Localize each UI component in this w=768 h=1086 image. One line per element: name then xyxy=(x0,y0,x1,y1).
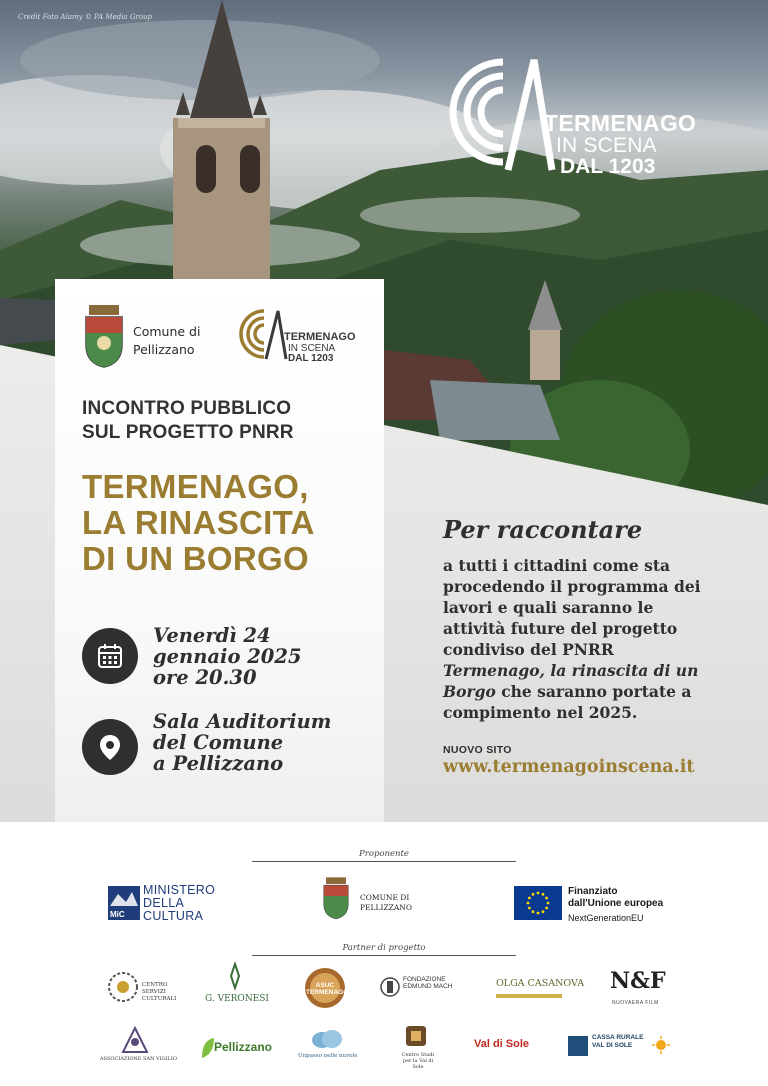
info-line: a tutti i cittadini come sta xyxy=(443,556,671,575)
partner-logo-centro-studi xyxy=(398,1024,448,1068)
event-title xyxy=(82,469,315,577)
partner-logo-cassa-rurale xyxy=(568,1034,672,1060)
info-line: condiviso del PNRR xyxy=(443,640,614,659)
partner-logo-olga-casanova xyxy=(496,974,585,1004)
title-line1: TERMENAGO, xyxy=(82,468,309,505)
partner-logo-centro-servizi xyxy=(106,968,177,1010)
venue-line1: Sala Auditorium xyxy=(153,710,332,733)
termenago-logo-small xyxy=(238,305,368,365)
centro-servizi-icon xyxy=(106,970,140,1004)
calendar-badge xyxy=(82,628,138,684)
meeting-heading xyxy=(82,397,294,445)
eu-stars-icon xyxy=(514,886,562,920)
partner-logo-asuc xyxy=(303,966,347,1010)
website-link[interactable]: www.termenagoinscena.it xyxy=(443,757,695,777)
partner-label: Unpasso nelle nuvole xyxy=(298,1053,358,1059)
partner-label: Partner di progetto xyxy=(342,943,426,953)
small-logo-line2: IN SCENA xyxy=(288,343,336,354)
meeting-line1: INCONTRO PUBBLICO xyxy=(82,398,292,419)
eu-funding-text xyxy=(568,886,663,924)
info-line-italic: Termenago, la rinascita di un xyxy=(443,661,699,680)
info-line: che saranno portate a xyxy=(495,682,692,701)
info-line: compimento nel 2025. xyxy=(443,703,638,722)
partner-label: FONDAZIONE EDMUND MACH xyxy=(403,976,453,990)
partner-logo-val-di-sole xyxy=(474,1036,534,1058)
partner-label: ASUC TERMENAGO xyxy=(306,982,349,996)
comune-footer-line1: COMUNE DI xyxy=(360,893,410,902)
comune-line2: Pellizzano xyxy=(133,342,195,357)
centro-studi-icon xyxy=(404,1024,428,1048)
location-pin-icon xyxy=(96,733,124,761)
unpasso-cloud-icon xyxy=(310,1028,344,1050)
partner-label: CASSA RURALE VAL DI SOLE xyxy=(592,1034,644,1049)
small-logo-line1: TERMENAGO xyxy=(284,331,356,343)
ministero-line1: MINISTERO xyxy=(143,883,216,897)
fondazione-mach-icon xyxy=(380,975,400,999)
meeting-line2: SUL PROGETTO PNRR xyxy=(82,422,294,443)
partner-label: Pellizzano xyxy=(214,1040,273,1054)
info-line: attività future del progetto xyxy=(443,619,678,638)
hero-logo-line2: IN SCENA xyxy=(556,134,657,157)
partner-label: Val di Sole xyxy=(474,1038,530,1050)
comune-footer-name xyxy=(360,893,412,913)
info-line-italic: Borgo xyxy=(443,682,496,701)
new-site-label: NUOVO SITO xyxy=(443,744,512,756)
partner-logo-nuovaera xyxy=(606,968,666,1012)
event-datetime xyxy=(153,625,302,688)
sun-icon xyxy=(652,1036,670,1054)
partner-logo-san-vigilio xyxy=(100,1026,177,1068)
san-vigilio-icon xyxy=(120,1026,150,1054)
ministero-line3: CULTURA xyxy=(143,909,204,923)
casanova-underline xyxy=(496,994,562,998)
eu-line3: NextGenerationEU xyxy=(568,913,644,923)
info-paragraph xyxy=(443,555,743,723)
partner-label: Centro Studi per la Val di Sole xyxy=(401,1052,435,1070)
partner-label: N&F xyxy=(610,968,666,994)
comune-line1: Comune di xyxy=(133,324,201,339)
veronesi-icon xyxy=(223,962,247,990)
event-venue xyxy=(153,711,331,774)
comune-footer-line2: PELLIZZANO xyxy=(360,903,412,912)
partner-label: OLGA CASANOVA xyxy=(496,978,585,989)
partner-label: NUOVAERA FILM xyxy=(612,1000,659,1006)
eu-flag xyxy=(514,886,562,920)
small-logo-line3: DAL 1203 xyxy=(288,353,334,364)
info-line: procedendo il programma dei xyxy=(443,577,701,596)
info-line: lavori e quali saranno le xyxy=(443,598,654,617)
date-line2: gennaio 2025 xyxy=(153,645,302,668)
proponente-label: Proponente xyxy=(359,849,409,859)
ministero-line2: DELLA xyxy=(143,896,185,910)
photo-credit: Credit Foto Alamy © PA Media Group xyxy=(18,13,152,21)
title-line3: DI UN BORGO xyxy=(82,540,309,577)
partner-label: G. VERONESI xyxy=(205,994,269,1004)
venue-line2: del Comune xyxy=(153,731,284,754)
partner-label: ASSOCIAZIONE SAN VIGILIO xyxy=(100,1056,177,1062)
divider xyxy=(252,861,516,862)
calendar-icon xyxy=(96,642,124,670)
cassa-rurale-icon xyxy=(568,1036,588,1056)
pellizzano-crest-small-icon xyxy=(322,874,350,922)
time-line: ore 20.30 xyxy=(153,666,257,689)
info-heading: Per raccontare xyxy=(443,515,643,544)
venue-line3: a Pellizzano xyxy=(153,752,284,775)
partner-logo-fondazione-mach xyxy=(380,975,460,1005)
ministero-cultura-logo xyxy=(108,884,228,924)
eu-line1: Finanziato xyxy=(568,886,618,897)
hero-logo-line3: DAL 1203 xyxy=(560,155,656,178)
pellizzano-crest-icon xyxy=(83,303,125,369)
location-badge xyxy=(82,719,138,775)
partner-logo-unpasso xyxy=(298,1028,358,1068)
hero-logo-line1: TERMENAGO xyxy=(544,110,697,136)
date-line1: Venerdì 24 xyxy=(153,624,271,647)
title-line2: LA RINASCITA xyxy=(82,504,315,541)
comune-name xyxy=(133,323,200,359)
divider xyxy=(252,955,516,956)
termenago-small-mark-icon xyxy=(238,305,288,363)
partner-logo-veronesi xyxy=(205,962,269,1012)
partner-logo-pellizzano xyxy=(200,1034,273,1064)
eu-line2: dall'Unione europea xyxy=(568,898,664,909)
mic-badge-text: MiC xyxy=(110,910,125,919)
event-card xyxy=(55,279,384,822)
partner-label: CENTRO SERVIZI CULTURALI xyxy=(142,982,177,1002)
